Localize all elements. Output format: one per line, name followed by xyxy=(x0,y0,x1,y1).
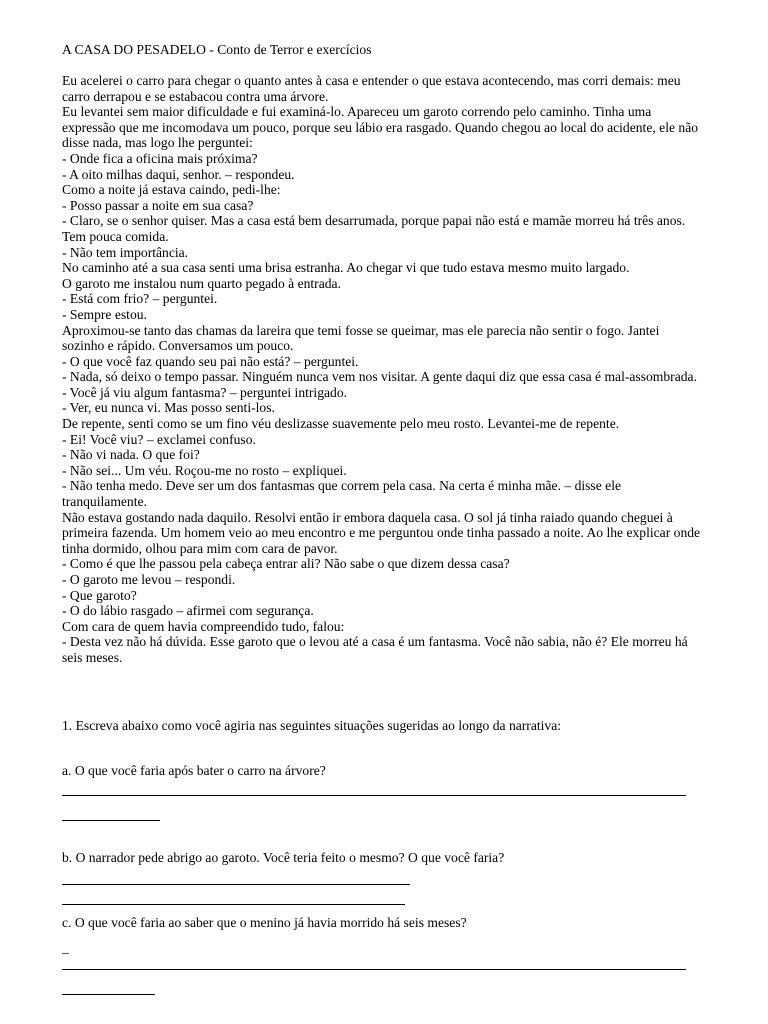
story-line: Com cara de quem havia compreendido tudo, falou: xyxy=(62,618,345,634)
story-line: - O que você faz quando seu pai não está? – perguntei. xyxy=(62,353,359,369)
story-line: Como a noite já estava caindo, pedi-lhe: xyxy=(62,182,281,198)
story-line: O garoto me instalou num quarto pegado à entrada. xyxy=(62,275,341,291)
story-line: De repente, senti como se um fino véu deslizasse suavemente pelo meu rosto. Levantei-me de repente. xyxy=(62,416,620,432)
story-line: - Onde fica a oficina mais próxima? xyxy=(62,150,258,166)
story-paragraph: - Não tenha medo. Deve ser um dos fantasmas que correm pela casa. Na certa é minha mãe. – disse ele tranquilamente. xyxy=(62,478,622,510)
document-title: A CASA DO PESADELO - Conto de Terror e exercícios xyxy=(62,42,372,57)
exercise-instruction: 1. Escreva abaixo como você agiria nas seguintes situações sugeridas ao longo da narrativa: xyxy=(62,718,562,733)
answer-line-b-1[interactable] xyxy=(62,884,410,885)
question-b: b. O narrador pede abrigo ao garoto. Você teria feito o mesmo? O que você faria? xyxy=(62,850,505,865)
answer-line-c-2[interactable] xyxy=(62,994,155,995)
story-line: - Como é que lhe passou pela cabeça entrar ali? Não sabe o que dizem dessa casa? xyxy=(62,556,510,572)
story-line: - Posso passar a noite em sua casa? xyxy=(62,197,254,213)
question-a: a. O que você faria após bater o carro na árvore? xyxy=(62,763,326,778)
story-paragraph: Eu levantei sem maior dificuldade e fui examiná-lo. Apareceu um garoto correndo pelo caminho. Tinha uma expressão que me incomodava um pouco, porque seu lábio era rasgado. Quando chegou ao local do acidente, ele não disse nada, mas logo lhe perguntei: xyxy=(62,104,699,151)
story-paragraph: - Claro, se o senhor quiser. Mas a casa está bem desarrumada, porque papai não está e mamãe morreu há três anos. Tem pouca comida. xyxy=(62,213,686,244)
story-line: - Que garoto? xyxy=(62,587,137,603)
story-line: - Não tem importância. xyxy=(62,244,189,260)
story-line: - Está com frio? – perguntei. xyxy=(62,291,218,307)
stray-underscore: _ xyxy=(62,940,69,955)
story-line: - Não vi nada. O que foi? xyxy=(62,447,200,463)
story-paragraph: No caminho até a sua casa senti uma brisa estranha. Ao chegar vi que tudo estava mesmo muito largado. xyxy=(62,260,630,276)
story-paragraph: Não estava gostando nada daquilo. Resolvi então ir embora daquela casa. O sol já tinha raiado quando cheguei à primeira fazenda. Um homem veio ao meu encontro e me perguntou onde tinha passado a noite. Ao lhe explicar onde tinha dormido, olhou para mim com cara de pavor. xyxy=(62,509,701,556)
answer-line-b-2[interactable] xyxy=(62,904,405,905)
story-paragraph: Eu acelerei o carro para chegar o quanto antes à casa e entender o que estava acontecendo, mas corri demais: meu carro derrapou e se estabacou contra uma árvore. xyxy=(62,73,681,104)
story-line: - O garoto me levou – respondi. xyxy=(62,572,236,587)
story-line: - Você já viu algum fantasma? – perguntei intrigado. xyxy=(62,384,348,400)
story-paragraph: - Nada, só deixo o tempo passar. Ninguém nunca vem nos visitar. A gente daqui diz que essa casa é mal-assombrada. xyxy=(62,369,697,385)
story-line: - Ei! Você viu? – exclamei confuso. xyxy=(62,431,256,447)
answer-line-c-1[interactable] xyxy=(62,969,686,970)
story-line: - Sempre estou. xyxy=(62,306,147,322)
story-line: - Não sei... Um véu. Roçou-me no rosto – expliquei. xyxy=(62,462,347,478)
story-text xyxy=(62,73,702,666)
story-line: - Ver, eu nunca vi. Mas posso senti-los. xyxy=(62,400,275,416)
story-line: - A oito milhas daqui, senhor. – respondeu. xyxy=(62,166,295,182)
answer-line-a-1[interactable] xyxy=(62,795,686,796)
question-c: c. O que você faria ao saber que o menino já havia morrido há seis meses? xyxy=(62,915,467,930)
story-line: - O do lábio rasgado – afirmei com segurança. xyxy=(62,603,314,619)
story-paragraph: Aproximou-se tanto das chamas da lareira que temi fosse se queimar, mas ele parecia não sentir o fogo. Jantei sozinho e rápido. Conversamos um pouco. xyxy=(62,322,660,354)
story-paragraph: - Desta vez não há dúvida. Esse garoto que o levou até a casa é um fantasma. Você não sabia, não é? Ele morreu há seis meses. xyxy=(62,634,688,665)
answer-line-a-2[interactable] xyxy=(62,820,160,821)
